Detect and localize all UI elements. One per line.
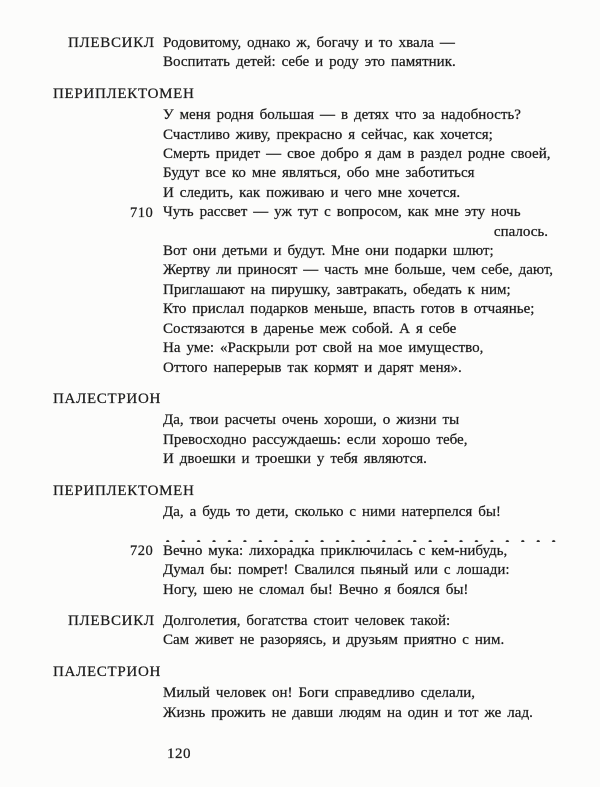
verse-line [130,542,548,561]
page-number: 120 [167,745,191,762]
verse-text: Превосходно рассуждаешь: если хорошо тебе, [163,431,468,448]
verse-line [163,320,548,339]
verse-lines [0,106,600,378]
verse-text: У меня родня большая — в детях что за надобность? [163,107,521,124]
line-number: 710 [130,204,154,221]
speaker-name: ПЛЕВСИКЛ [68,612,155,629]
verse-text: Будут все ко мне являться, обо мне заботиться [163,165,475,182]
speech-block [0,663,600,723]
verse-line [163,631,548,650]
verse-text: Смерть придет — свое добро я дам в раздел родне своей, [163,146,551,163]
speaker-name: ПЛЕВСИКЛ [68,35,155,51]
verse-text: Жертву ли приносят — часть мне больше, чем себе, дают, [163,262,554,279]
verse-text: спалось. [493,223,548,240]
verse-line [163,431,548,450]
verse-line [163,223,548,242]
verse-line [163,300,548,319]
verse-line [163,164,548,183]
verse-line [130,203,548,222]
verse-line [163,503,548,522]
verse-text: Ногу, шею не сломал бы! Вечно я боялся бы! [163,581,469,598]
verse-text: Счастливо живу, прекрасно я сейчас, как хочется; [163,126,493,143]
speaker-name: ПАЛЕСТРИОН [53,390,162,407]
verse-text: Родовитому, однако ж, богачу и то хвала — [163,35,455,51]
verse-line [163,581,548,600]
verse-text: Состязаются в даренье меж собой. А я себе [163,320,457,337]
verse-line [68,612,548,631]
verse-text: Да, твои расчеты очень хороши, о жизни ты [163,412,460,429]
verse-lines [0,411,600,469]
speaker-name: ПЕРИПЛЕКТОМЕН [53,85,195,102]
verse-text: Милый человек он! Боги справедливо сделали, [163,685,476,702]
verse-text: И следить, как поживаю и чего мне хочется. [163,184,461,201]
verse-text: Воспитать детей: себе и роду это памятник. [163,54,456,71]
ellipsis-separator [158,522,559,541]
speech-block [0,34,600,73]
verse-line [163,261,554,280]
speaker-name: ПАЛЕСТРИОН [53,663,162,680]
verse-text: Вечно мука: лихорадка приключилась с кем-нибудь, [163,542,508,559]
verse-line [163,184,548,203]
verse-text: И двоешки и троешки у тебя являются. [163,451,427,468]
verse-lines [0,684,600,723]
verse-line [163,281,548,300]
verse-text: Да, а будь то дети, сколько с ними натерпелся бы! [163,503,501,520]
verse-line [163,106,548,125]
verse-lines [0,612,600,651]
verse-line [163,450,548,469]
verse-text: Думал бы: помрет! Свалился пьяный или с лошади: [163,562,510,579]
verse-text: На уме: «Раскрыли рот свой на мое имущество, [163,340,484,357]
line-number: 720 [130,543,154,560]
speech-block [0,612,600,651]
speech-block [0,85,600,378]
verse-line [163,242,548,261]
verse-line [163,359,548,378]
verse-line [163,704,548,723]
verse-line [163,522,548,541]
verse-text: Кто прислал подарков меньше, впасть готов в отчаянье; [163,301,535,318]
verse-line [163,561,548,580]
verse-text: Чуть рассвет — уж тут с вопросом, как мне эту ночь [163,204,521,221]
speech-block [0,482,600,600]
verse-line [163,339,548,358]
verse-line [163,126,548,145]
verse-text: Долголетия, богатства стоит человек такой: [163,612,451,629]
verse-line [163,53,548,72]
speech-block [0,390,600,470]
verse-lines [0,34,600,73]
verse-line [68,34,548,53]
verse-lines [0,503,600,600]
verse-text: Оттого наперерыв так кормят и дарят меня». [163,359,462,376]
verse-text: Вот они детьми и будут. Мне они подарки шлют; [163,243,494,260]
speaker-name: ПЕРИПЛЕКТОМЕН [53,482,195,499]
verse-text: Сам живет не разоряясь, и друзьям приятно с ним. [163,632,505,649]
verse-line [163,684,548,703]
verse-line [163,411,548,430]
verse-text: Жизнь прожить не давши людям на один и тот же лад. [163,704,533,721]
verse-line [163,145,551,164]
verse-text: Приглашают на пирушку, завтракать, обедать к ним; [163,281,511,298]
